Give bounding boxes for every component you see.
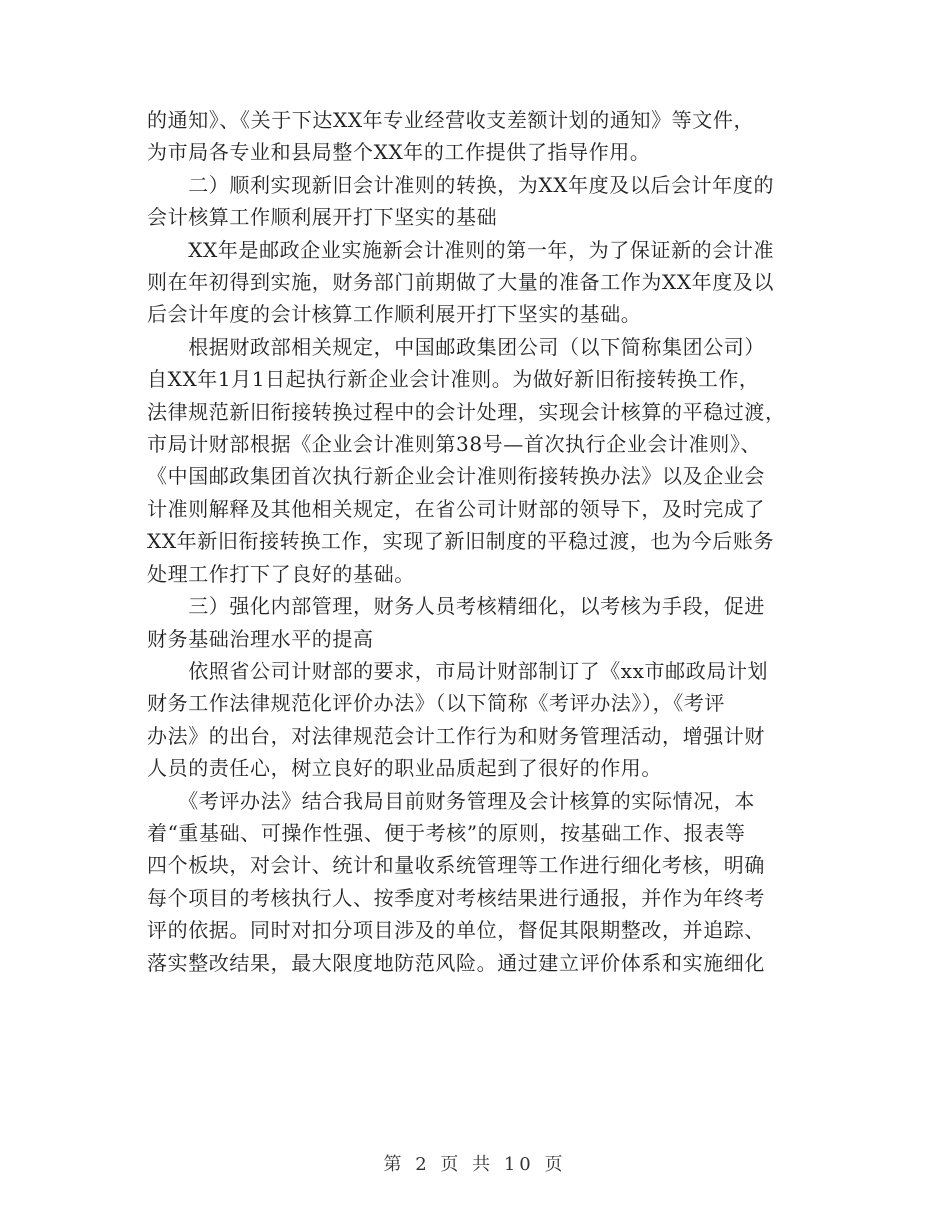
text-line: 的通知》、《关于下达XX年专业经营收支差额计划的通知》等文件，	[147, 108, 755, 132]
text-line: 《中国邮政集团首次执行新企业会计准则衔接转换办法》以及企业会	[147, 464, 765, 489]
paragraph	[147, 234, 807, 331]
text-line: 评的依据。同时对扣分项目涉及的单位，督促其限期整改，并追踪、	[147, 918, 765, 943]
text-line: 依照省公司计财部的要求，市局计财部制订了《xx市邮政局计划	[147, 658, 769, 683]
text-line: 落实整改结果，最大限度地防范风险。通过建立评价体系和实施细化	[147, 950, 765, 975]
text-line: 自XX年1月1日起执行新企业会计准则。为做好新旧衔接转换工作，	[147, 367, 760, 392]
text-line: 办法》的出台，对法律规范会计工作行为和财务管理活动，增强计财	[147, 723, 765, 748]
text-line: 市局计财部根据《企业会计准则第38号—首次执行企业会计准则》、	[147, 432, 762, 457]
text-line: 每个项目的考核执行人、按季度对考核结果进行通报，并作为年终考	[147, 885, 765, 910]
document-body	[147, 104, 807, 979]
text-line: 《考评办法》结合我局目前财务管理及会计核算的实际情况，本	[147, 788, 755, 813]
text-line: 二）顺利实现新旧会计准则的转换，为XX年度及以后会计年度的	[147, 172, 775, 197]
text-line: 四个板块，对会计、统计和量收系统管理等工作进行细化考核，明确	[147, 853, 765, 878]
text-line: 则在年初得到实施，财务部门前期做了大量的准备工作为XX年度及以	[147, 270, 775, 295]
text-line: XX年是邮政企业实施新会计准则的第一年，为了保证新的会计准	[147, 237, 775, 262]
text-line: 计准则解释及其他相关规定，在省公司计财部的领导下，及时完成了	[147, 496, 765, 521]
text-line: 会计核算工作顺利展开打下坚实的基础	[147, 205, 498, 230]
paragraph	[147, 331, 807, 590]
text-line: 后会计年度的会计核算工作顺利展开打下坚实的基础。	[147, 302, 642, 327]
text-line: XX年新旧衔接转换工作，实现了新旧制度的平稳过渡，也为今后账务	[147, 529, 775, 554]
text-line: 财务基础治理水平的提高	[147, 626, 374, 651]
paragraph	[147, 655, 807, 785]
text-line: 着“重基础、可操作性强、便于考核”的原则，按基础工作、报表等	[147, 820, 746, 845]
text-line: 法律规范新旧衔接转换过程中的会计处理，实现会计核算的平稳过渡，	[147, 399, 786, 424]
text-line: 人员的责任心，树立良好的职业品质起到了很好的作用。	[147, 756, 662, 781]
text-line: 为市局各专业和县局整个XX年的工作提供了指导作用。	[147, 140, 651, 165]
text-line: 处理工作打下了良好的基础。	[147, 561, 415, 586]
paragraph	[147, 785, 807, 979]
text-line: 财务工作法律规范化评价办法》（以下简称《考评办法》），《考评	[147, 691, 725, 716]
text-line: 根据财政部相关规定，中国邮政集团公司（以下简称集团公司）	[147, 334, 765, 359]
section-heading	[147, 169, 807, 234]
page-number-footer: 第 2 页 共 10 页	[383, 1154, 567, 1175]
text-line: 三）强化内部管理，财务人员考核精细化，以考核为手段，促进	[147, 594, 765, 619]
paragraph	[147, 104, 807, 169]
section-heading	[147, 590, 807, 655]
